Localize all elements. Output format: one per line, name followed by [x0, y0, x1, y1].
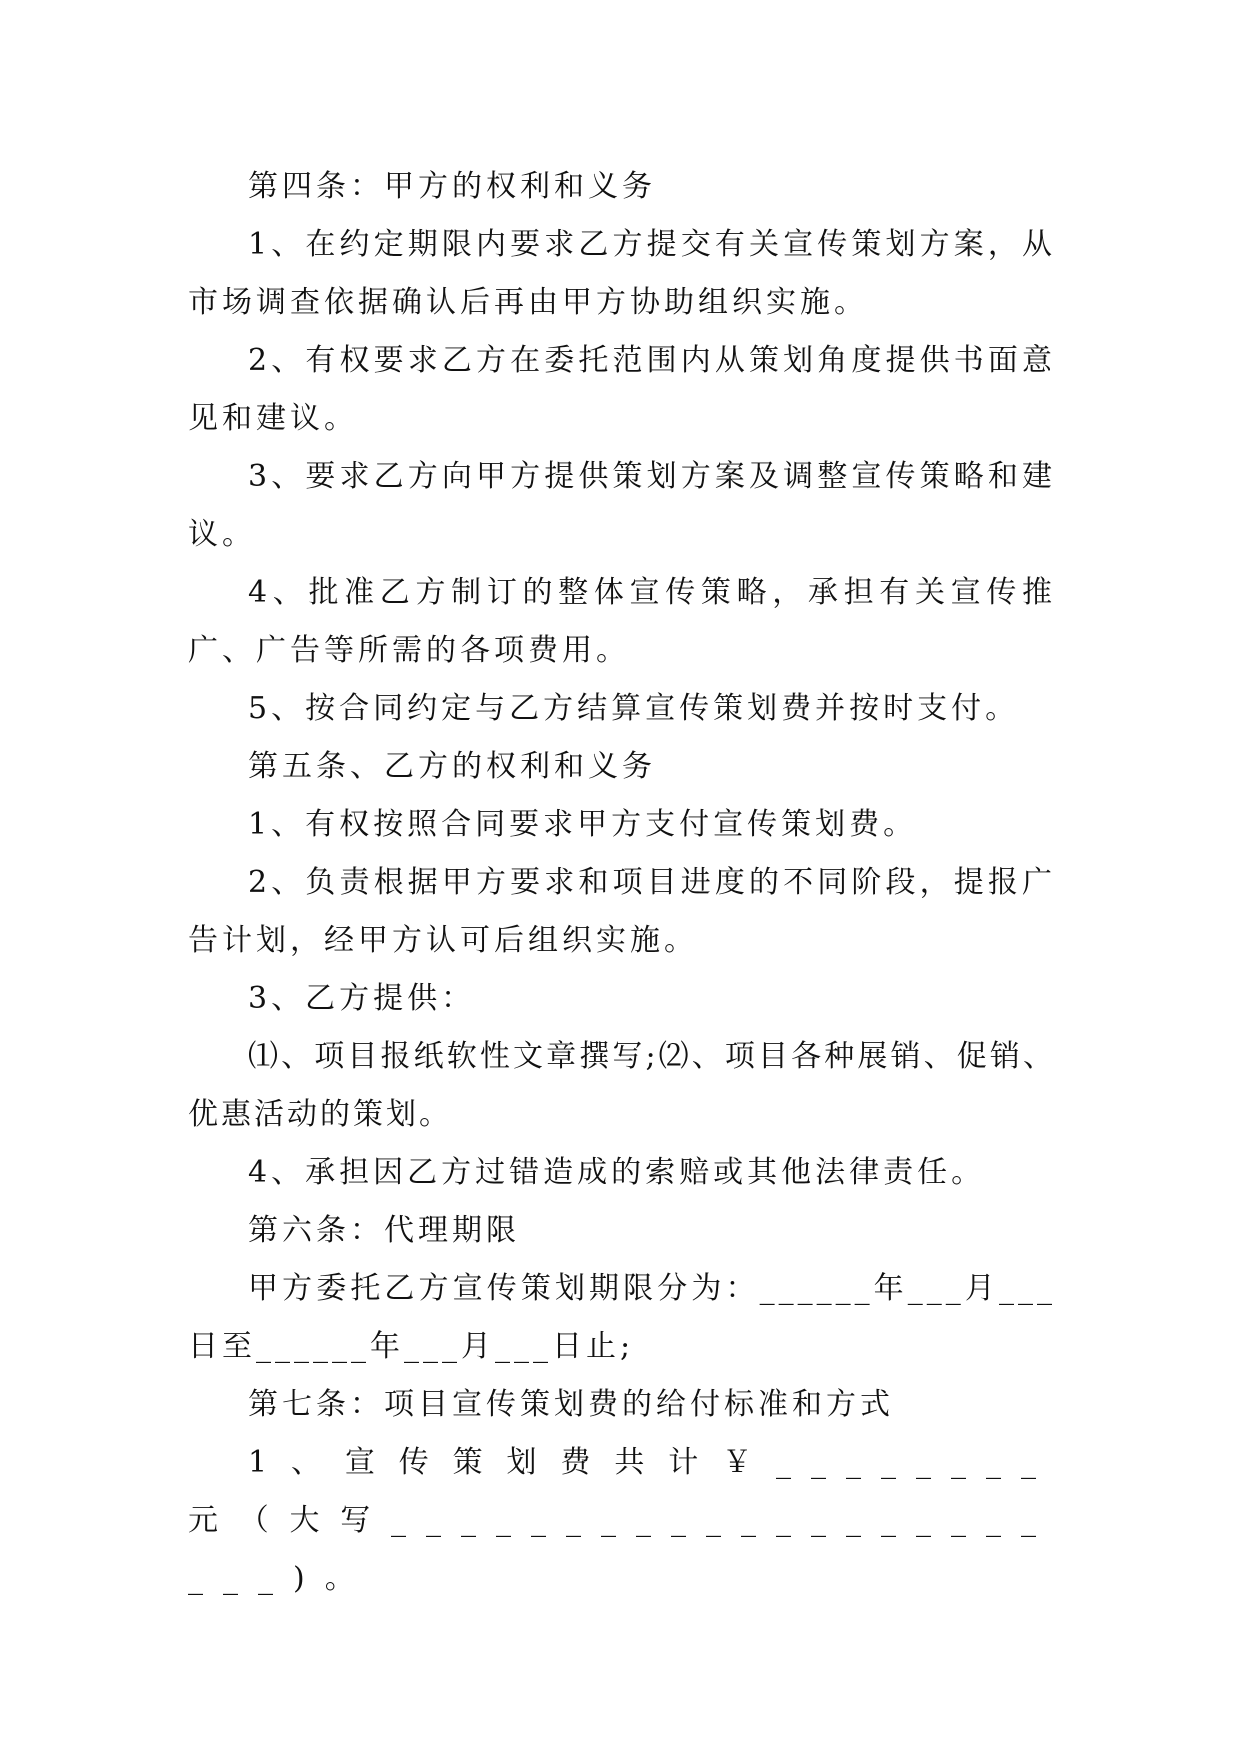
article-7-heading: 第七条：项目宣传策划费的给付标准和方式 — [248, 1387, 894, 1422]
article-4-item-3: 3、要求乙方向甲方提供策划方案及调整宣传策略和建议。 — [188, 459, 1056, 552]
article-5-item-3: 3、乙方提供： — [248, 981, 476, 1016]
article-4-item-2: 2、有权要求乙方在委托范围内从策划角度提供书面意见和建议。 — [188, 343, 1056, 436]
article-7-item-1: 1、宣传策划费共计￥________元（大写______________________)。 — [188, 1445, 1056, 1596]
article-6-term: 甲方委托乙方宣传策划期限分为：______年___月___日至______年___月___日止; — [188, 1271, 1056, 1364]
article-6-heading: 第六条：代理期限 — [248, 1213, 520, 1248]
article-4-heading: 第四条：甲方的权利和义务 — [248, 169, 656, 204]
article-5-item-3-details: ⑴、项目报纸软性文章撰写;⑵、项目各种展销、促销、优惠活动的策划。 — [188, 1039, 1056, 1132]
article-5-item-1: 1、有权按照合同要求甲方支付宣传策划费。 — [248, 807, 918, 842]
article-4-item-5: 5、按合同约定与乙方结算宣传策划费并按时支付。 — [248, 691, 1020, 726]
document-body — [188, 158, 1056, 1608]
article-4-item-4: 4、批准乙方制订的整体宣传策略，承担有关宣传推广、广告等所需的各项费用。 — [188, 575, 1056, 668]
article-5-heading: 第五条、乙方的权利和义务 — [248, 749, 656, 784]
article-5-item-2: 2、负责根据甲方要求和项目进度的不同阶段，提报广告计划，经甲方认可后组织实施。 — [188, 865, 1056, 958]
article-5-item-4: 4、承担因乙方过错造成的索赔或其他法律责任。 — [248, 1155, 986, 1190]
article-4-item-1: 1、在约定期限内要求乙方提交有关宣传策划方案，从市场调查依据确认后再由甲方协助组织实施。 — [188, 227, 1056, 320]
